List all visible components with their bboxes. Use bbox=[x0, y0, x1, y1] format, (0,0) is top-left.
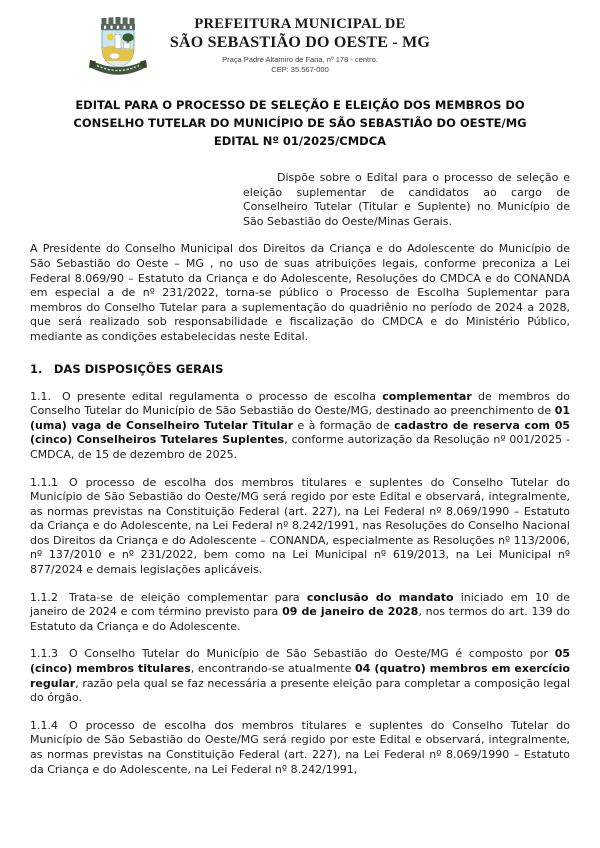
document-title-line1: EDITAL PARA O PROCESSO DE SELEÇÃO E ELEIÇÃO DOS MEMBROS DO bbox=[75, 98, 525, 112]
document-title bbox=[0, 96, 600, 150]
document-header bbox=[0, 0, 600, 75]
opening-paragraph: A Presidente do Conselho Municipal dos Direitos da Criança e do Adolescente do Município de São Sebastião do Oeste – MG , no uso de suas atribuições legais, conforme preconiza a Lei Federal 8.069/90 – Estatuto da Criança e do Adolescente, Resoluções do CMDCA e do CONANDA em especial a de nº 231/2022, torna-se público o Processo de Escolha Suplementar para membros do Conselho Tutelar para a suplementação do quadriênio no período de 2024 a 2028, que será realizado sob responsabilidade e fiscalização do CMDCA e do Ministério Público, mediante as condições estabelecidas neste Edital. bbox=[30, 242, 570, 343]
org-name-line1: PREFEITURA MUNICIPAL DE bbox=[194, 16, 406, 32]
paragraph-1-1-2: 1.1.2 Trata-se de eleição complementar para conclusão do mandato iniciado em 10 de janeiro de 2024 e com término previsto para 09 de janeiro de 2028, nos termos do art. 139 do Estatuto da Criança e do Adolescente. bbox=[30, 590, 571, 633]
org-address: Praça Padre Altamiro de Faria, nº 178 - centro. bbox=[222, 55, 378, 64]
paragraph-1-1-4: 1.1.4 O processo de escolha dos membros titulares e suplentes do Conselho Tutelar do Município de São Sebastião do Oeste/MG será regido por este Edital e observará, integralmente, as normas previstas na Constituição Federal (art. 227), na Lei Federal nº 8.069/1990 – Estatuto da Criança e do Adolescente, na Lei Federal nº 8.242/1991, bbox=[30, 718, 570, 776]
document-title-line3: EDITAL Nº 01/2025/CMDCA bbox=[213, 134, 387, 148]
municipal-coat-of-arms-icon bbox=[88, 16, 148, 83]
section-heading-1: 1. DAS DISPOSIÇÕES GERAIS bbox=[30, 361, 224, 376]
paragraph-1-1-3: 1.1.3 O Conselho Tutelar do Município de São Sebastião do Oeste/MG é composto por 05 (cinco) membros titulares, encontrando-se atualmente 04 (quatro) membros em exercício regular, razão pela qual se faz necessária a presente eleição para completar a composição legal do órgão. bbox=[30, 647, 570, 705]
org-name-line2: SÃO SEBASTIÃO DO OESTE - MG bbox=[169, 34, 431, 51]
epigraph-paragraph: Dispõe sobre o Edital para o processo de seleção e eleição suplementar de candidatos ao cargo de Conselheiro Tutelar (Titular e Suplente) no Município de São Sebastião do Oeste/Minas Gerais. bbox=[243, 171, 570, 228]
document-title-line2: CONSELHO TUTELAR DO MUNICÍPIO DE SÃO SEBASTIÃO DO OESTE/MG bbox=[73, 116, 527, 130]
org-cep: CEP: 35.567-000 bbox=[271, 65, 329, 74]
paragraph-1-1-1: 1.1.1 O processo de escolha dos membros titulares e suplentes do Conselho Tutelar do Município de São Sebastião do Oeste/MG será regido por este Edital e observará, integralmente, as normas previstas na Constituição Federal (art. 227), na Lei Federal nº 8.069/1990 – Estatuto da Criança e do Adolescente, na Lei Federal nº 8.242/1991, nas Resoluções do Conselho Nacional dos Direitos da Criança e do Adolescente – CONANDA, especialmente as Resoluções nº 113/2006, nº 137/2010 e nº 231/2022, bem como na Lei Municipal nº 619/2013, na Lei Municipal nº 877/2024 e demais legislações aplicáveis. bbox=[30, 475, 570, 577]
paragraph-1-1: 1.1. O presente edital regulamenta o processo de escolha complementar de membros do Conselho Tutelar do Município de São Sebastião do Oeste/MG, destinado ao preenchimento de 01 (uma) vaga de Conselheiro Tutelar Titular e à formação de cadastro de reserva com 05 (cinco) Conselheiros Tutelares Suplentes, conforme autorização da Resolução nº 001/2025 - CMDCA, de 15 de dezembro de 2025. bbox=[30, 389, 571, 461]
